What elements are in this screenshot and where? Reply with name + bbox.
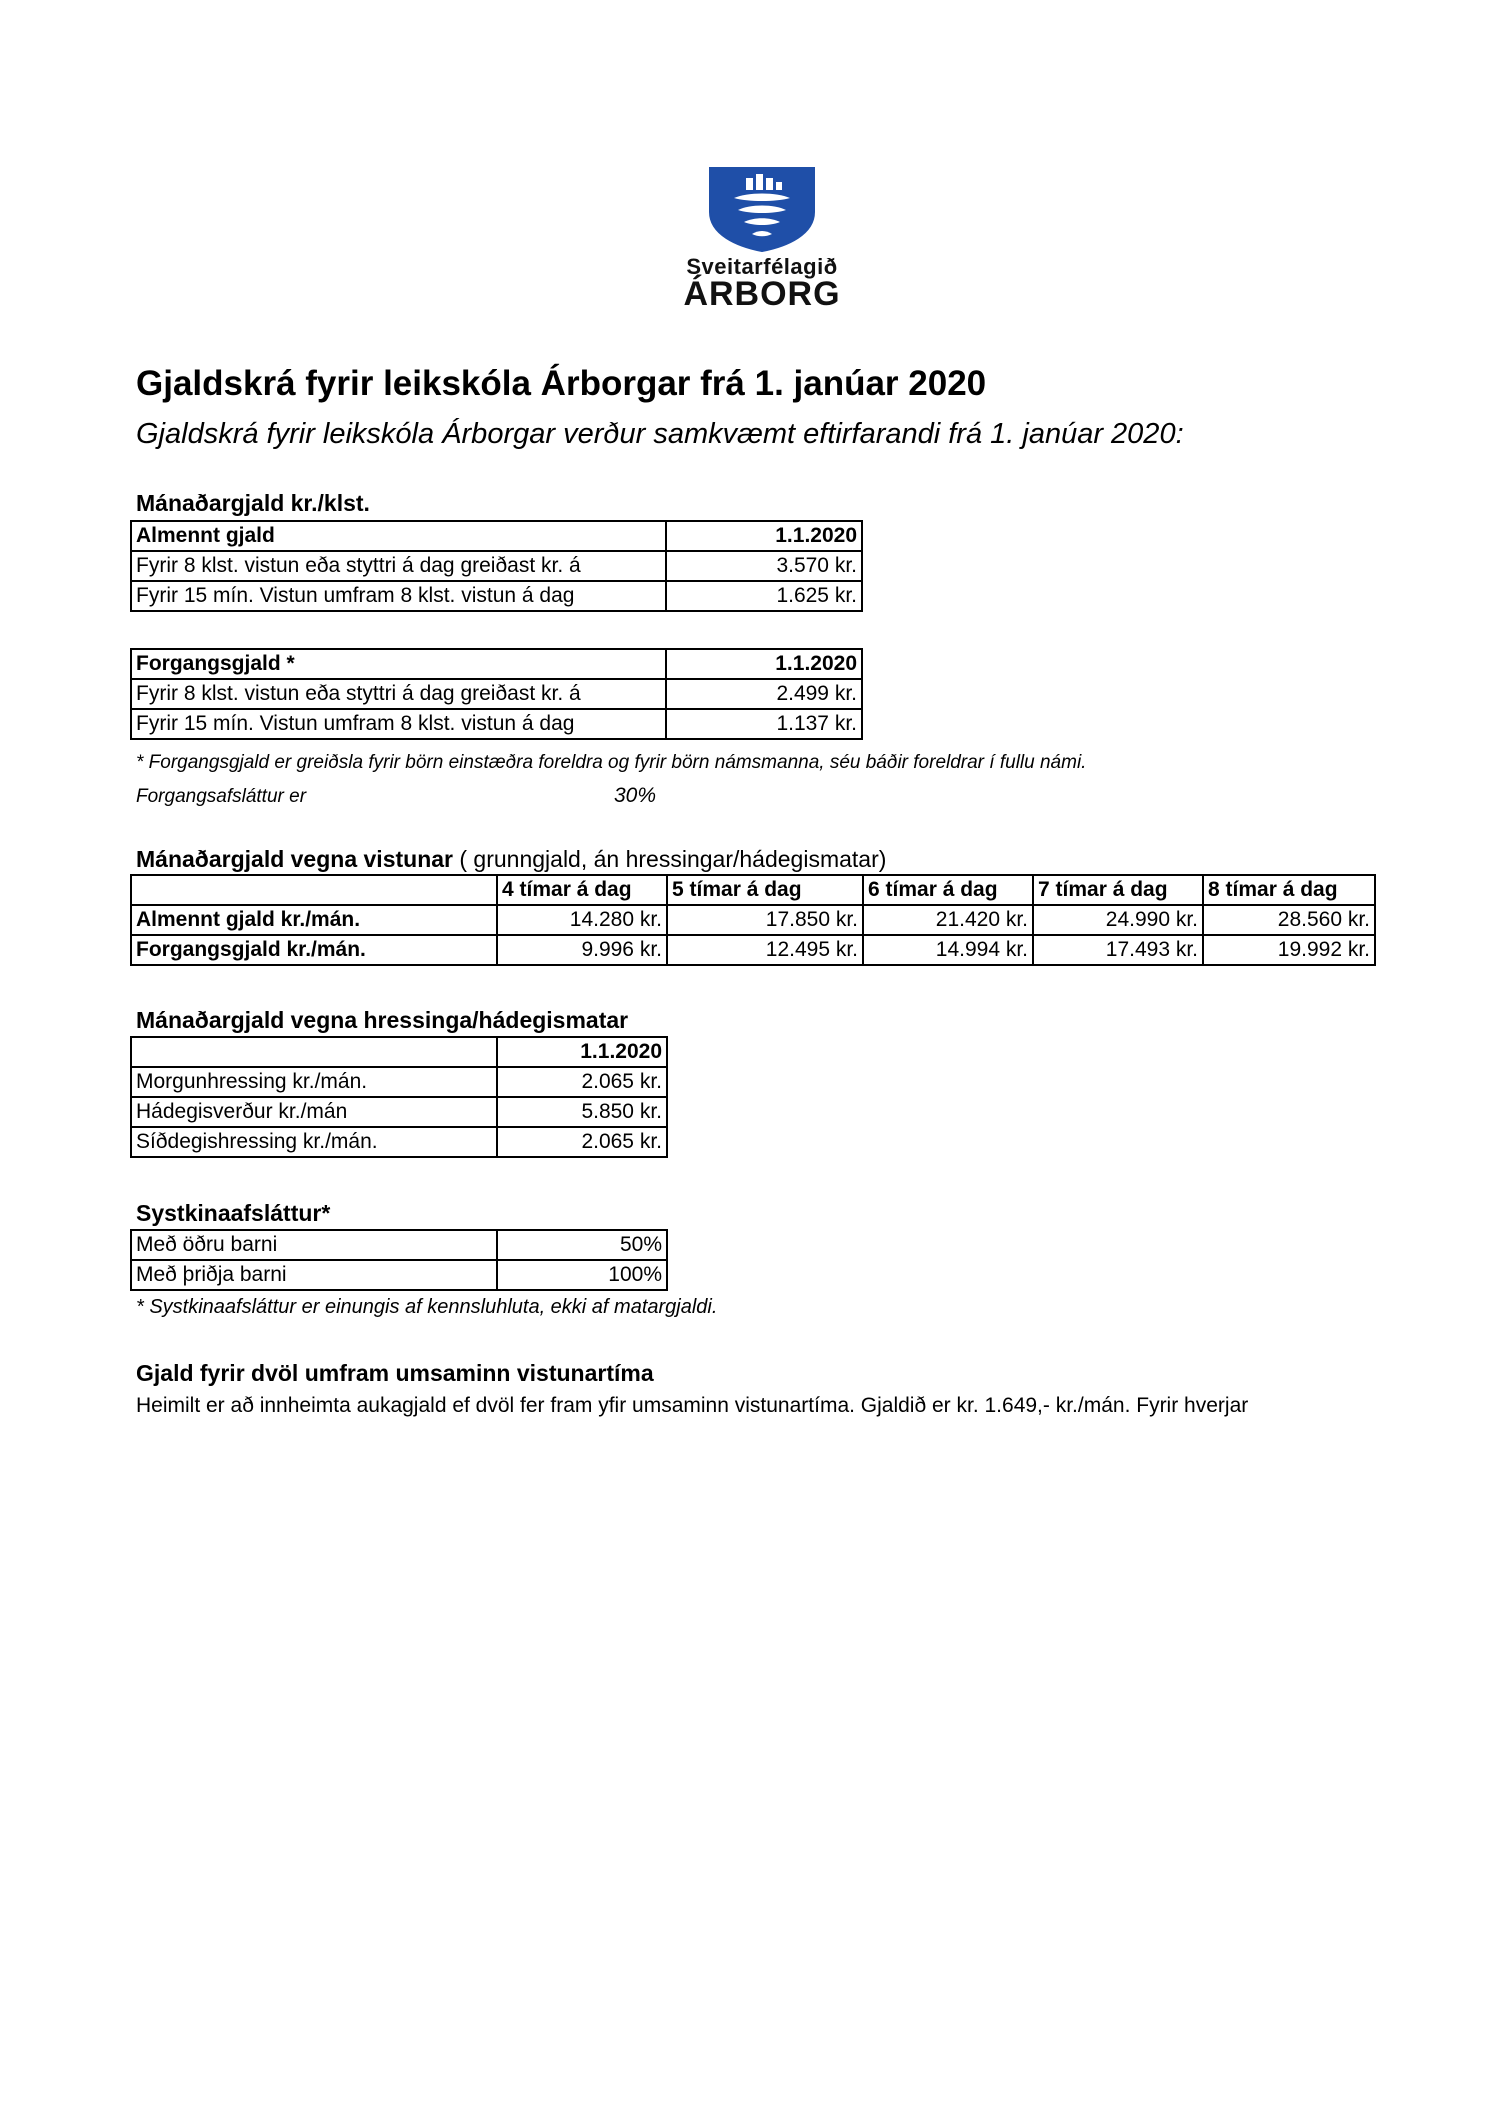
- table-cell: 2.065 kr.: [497, 1127, 667, 1157]
- table-cell: Síðdegishressing kr./mán.: [131, 1127, 497, 1157]
- table-cell: 14.280 kr.: [497, 905, 667, 935]
- table-header-cell: 4 tímar á dag: [497, 875, 667, 905]
- table-header-cell: [131, 875, 497, 905]
- table-header-cell: 7 tímar á dag: [1033, 875, 1203, 905]
- table-cell: 28.560 kr.: [1203, 905, 1375, 935]
- section-monthly-heading: [136, 846, 886, 873]
- table-row: [131, 1067, 667, 1097]
- table-cell: 3.570 kr.: [666, 551, 862, 581]
- table-cell: 5.850 kr.: [497, 1097, 667, 1127]
- table-cell: 17.850 kr.: [667, 905, 863, 935]
- table-header-cell: 5 tímar á dag: [667, 875, 863, 905]
- table-row: [131, 709, 862, 739]
- table-row: [131, 1127, 667, 1157]
- table-cell: Almennt gjald kr./mán.: [131, 905, 497, 935]
- overtime-paragraph: Heimilt er að innheimta aukagjald ef dvöl fer fram yfir umsaminn vistunartíma. Gjaldið er kr. 1.649,- kr./mán. Fyrir hverjar: [136, 1394, 1249, 1417]
- table-cell: 17.493 kr.: [1033, 935, 1203, 965]
- discount-label: Forgangsafsláttur er: [136, 786, 307, 807]
- table-header-cell: Almennt gjald: [131, 521, 666, 551]
- logo: [662, 166, 862, 316]
- page-title: Gjaldskrá fyrir leikskóla Árborgar frá 1. janúar 2020: [136, 364, 987, 403]
- table-cell: 2.499 kr.: [666, 679, 862, 709]
- table-header-row: [131, 1037, 667, 1067]
- table-cell: 2.065 kr.: [497, 1067, 667, 1097]
- section-monthly-heading-bold: Mánaðargjald vegna vistunar: [136, 846, 453, 872]
- section-overtime-heading: Gjald fyrir dvöl umfram umsaminn vistunartíma: [136, 1360, 654, 1386]
- table-header-cell: 1.1.2020: [666, 649, 862, 679]
- table-row: [131, 1230, 667, 1260]
- table-cell: 24.990 kr.: [1033, 905, 1203, 935]
- table-cell: Með þriðja barni: [131, 1260, 497, 1290]
- logo-text-top: Sveitarfélagið: [686, 254, 838, 279]
- table-cell: Forgangsgjald kr./mán.: [131, 935, 497, 965]
- almennt-gjald-table: [130, 520, 863, 612]
- table-header-cell: Forgangsgjald *: [131, 649, 666, 679]
- table-cell: Fyrir 15 mín. Vistun umfram 8 klst. vistun á dag: [131, 581, 666, 611]
- table-cell: Hádegisverður kr./mán: [131, 1097, 497, 1127]
- table-row: [131, 1097, 667, 1127]
- meals-fee-table: [130, 1036, 668, 1158]
- forgangsgjald-note: * Forgangsgjald er greiðsla fyrir börn einstæðra foreldra og fyrir börn námsmanna, séu báðir foreldrar í fullu námi.: [136, 752, 1087, 773]
- table-cell: 12.495 kr.: [667, 935, 863, 965]
- table-row: [131, 551, 862, 581]
- arborg-shield-icon: [708, 166, 816, 252]
- table-row: [131, 581, 862, 611]
- table-row: [131, 679, 862, 709]
- table-header-cell: 8 tímar á dag: [1203, 875, 1375, 905]
- table-row: [131, 1260, 667, 1290]
- monthly-fee-table: [130, 874, 1376, 966]
- table-header-cell: 1.1.2020: [497, 1037, 667, 1067]
- table-cell: Morgunhressing kr./mán.: [131, 1067, 497, 1097]
- table-header-row: [131, 649, 862, 679]
- table-cell: 9.996 kr.: [497, 935, 667, 965]
- table-row: [131, 905, 1375, 935]
- table-cell: 1.137 kr.: [666, 709, 862, 739]
- section-hourly-heading: Mánaðargjald kr./klst.: [136, 490, 370, 516]
- table-row: [131, 935, 1375, 965]
- table-cell: 100%: [497, 1260, 667, 1290]
- table-cell: 19.992 kr.: [1203, 935, 1375, 965]
- table-header-row: [131, 875, 1375, 905]
- discount-value: 30%: [614, 784, 657, 807]
- table-cell: Með öðru barni: [131, 1230, 497, 1260]
- logo-text-bottom: ÁRBORG: [683, 275, 841, 313]
- forgangsgjald-table: [130, 648, 863, 740]
- section-meals-heading: Mánaðargjald vegna hressinga/hádegismatar: [136, 1007, 629, 1033]
- table-cell: 50%: [497, 1230, 667, 1260]
- section-monthly-heading-light: ( grunngjald, án hressingar/hádegismatar): [452, 846, 887, 872]
- table-cell: Fyrir 8 klst. vistun eða styttri á dag greiðast kr. á: [131, 551, 666, 581]
- table-header-row: [131, 521, 862, 551]
- table-header-cell: [131, 1037, 497, 1067]
- sibling-discount-table: [130, 1229, 668, 1291]
- section-sibling-heading: Systkinaafsláttur*: [136, 1200, 331, 1226]
- table-cell: 14.994 kr.: [863, 935, 1033, 965]
- table-cell: 21.420 kr.: [863, 905, 1033, 935]
- table-cell: Fyrir 15 mín. Vistun umfram 8 klst. vistun á dag: [131, 709, 666, 739]
- table-header-cell: 6 tímar á dag: [863, 875, 1033, 905]
- page-subtitle: Gjaldskrá fyrir leikskóla Árborgar verður samkvæmt eftirfarandi frá 1. janúar 2020:: [136, 418, 1184, 450]
- table-cell: 1.625 kr.: [666, 581, 862, 611]
- table-cell: Fyrir 8 klst. vistun eða styttri á dag greiðast kr. á: [131, 679, 666, 709]
- sibling-discount-note: * Systkinaafsláttur er einungis af kennsluhluta, ekki af matargjaldi.: [136, 1296, 718, 1318]
- table-header-cell: 1.1.2020: [666, 521, 862, 551]
